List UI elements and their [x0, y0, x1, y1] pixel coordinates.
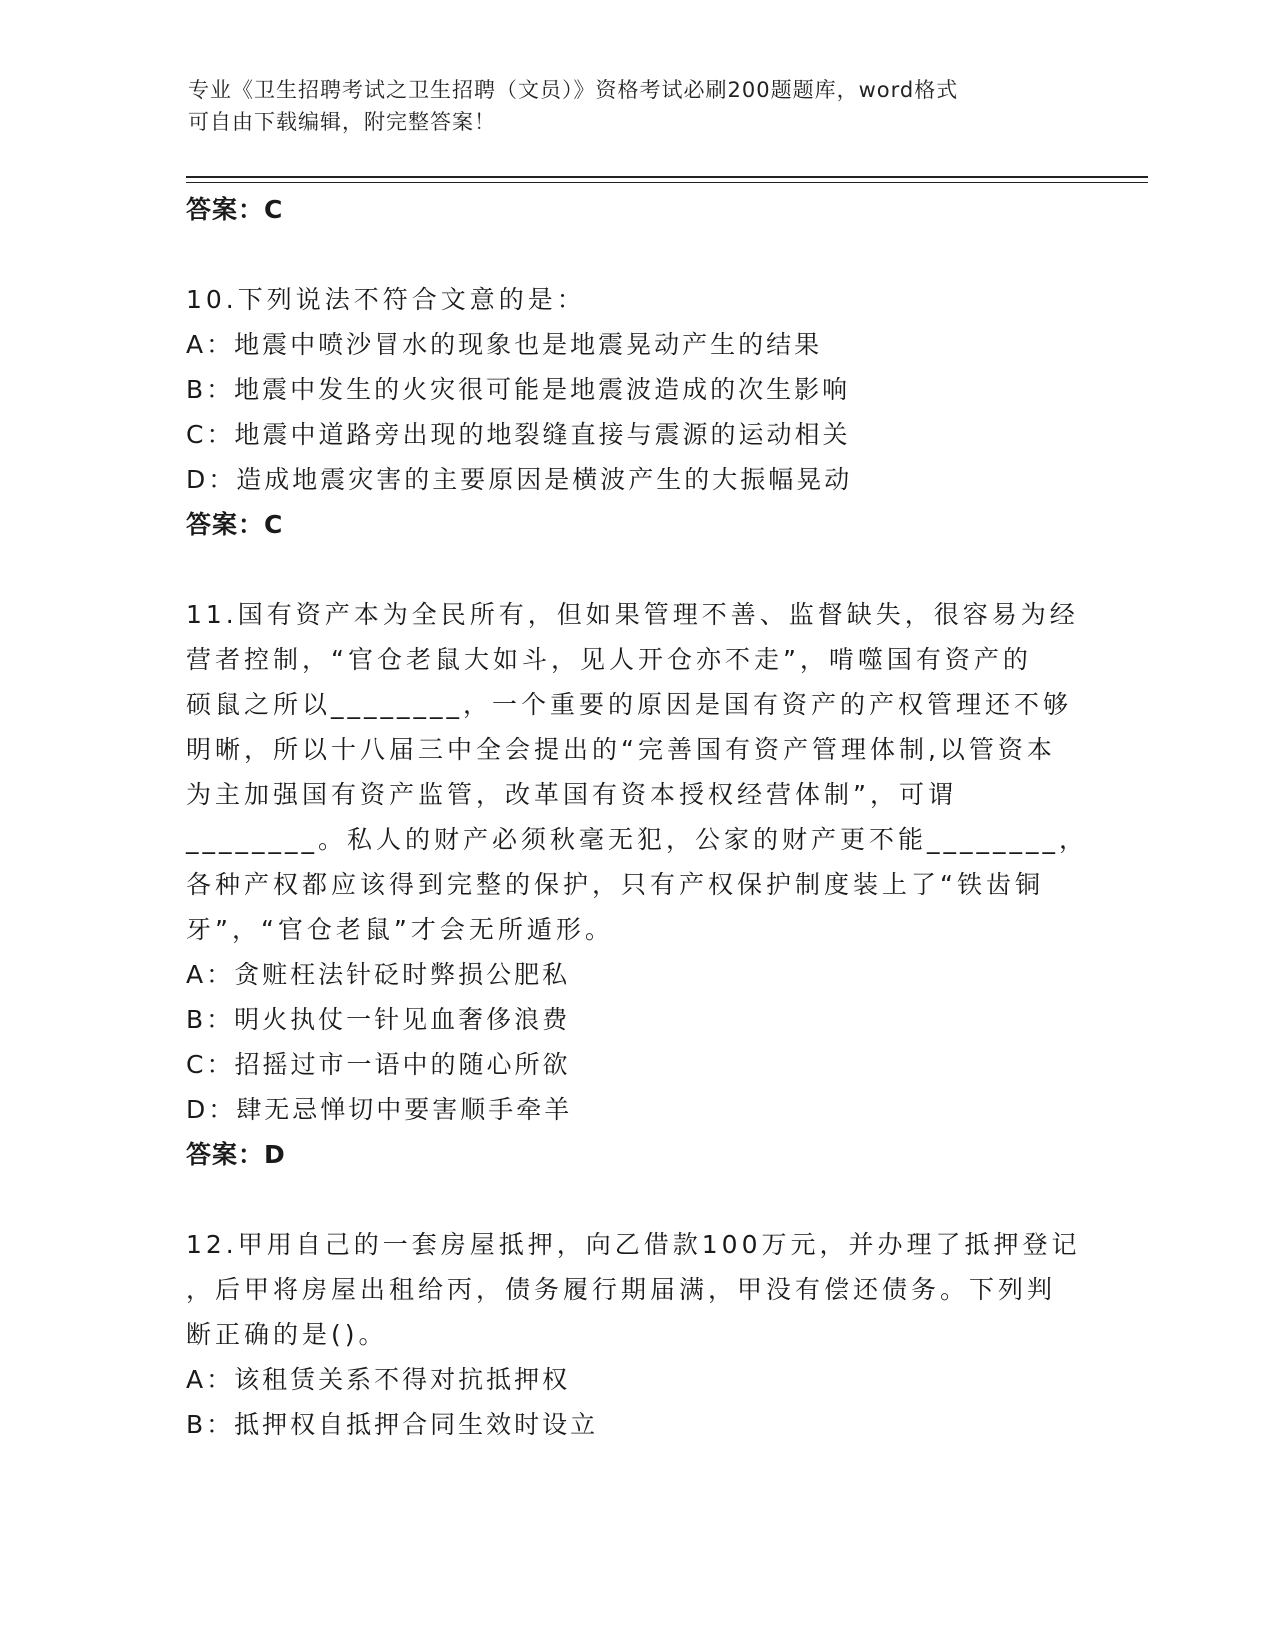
answer: 答案：C	[186, 510, 284, 539]
option-a: A：该租赁关系不得对抗抵押权	[186, 1365, 571, 1394]
question-stem-line: 各种产权都应该得到完整的保护，只有产权保护制度装上了“铁齿铜	[186, 870, 1044, 899]
option-a: A：贪赃枉法针砭时弊损公肥私	[186, 960, 571, 989]
question-stem-line: ________。私人的财产必须秋毫无犯，公家的财产更不能________，	[186, 825, 1089, 854]
question-stem-line: 牙”，“官仓老鼠”才会无所遁形。	[186, 915, 614, 944]
question-stem-line: 11.国有资产本为全民所有，但如果管理不善、监督缺失，很容易为经	[186, 600, 1079, 629]
option-d: D：肆无忌惮切中要害顺手牵羊	[186, 1095, 573, 1124]
spacer	[186, 1177, 1086, 1222]
question-stem-line: 断正确的是()。	[186, 1320, 388, 1349]
header-line-2: 可自由下载编辑，附完整答案！	[188, 110, 496, 134]
question-content	[186, 187, 1089, 1447]
question-10	[186, 277, 1086, 547]
header-divider-thin	[186, 182, 1148, 183]
option-d: D：造成地震灾害的主要原因是横波产生的大振幅晃动	[186, 465, 853, 494]
option-c: C：地震中道路旁出现的地裂缝直接与震源的运动相关	[186, 420, 851, 449]
question-12	[186, 1222, 1086, 1447]
header-divider-thick	[186, 176, 1148, 178]
option-b: B：明火执仗一针见血奢侈浪费	[186, 1005, 571, 1034]
document-header	[188, 74, 1068, 138]
question-stem-line: 为主加强国有资产监管，改革国有资本授权经营体制”，可谓	[186, 780, 957, 809]
spacer	[186, 547, 1086, 592]
question-11	[186, 592, 1089, 1177]
question-stem-line: 12.甲用自己的一套房屋抵押，向乙借款100万元，并办理了抵押登记	[186, 1230, 1081, 1259]
header-line-1: 专业《卫生招聘考试之卫生招聘（文员）》资格考试必刷200题题库，word格式	[188, 78, 959, 102]
option-b: B：抵押权自抵押合同生效时设立	[186, 1410, 599, 1439]
option-b: B：地震中发生的火灾很可能是地震波造成的次生影响	[186, 375, 851, 404]
spacer	[186, 232, 1086, 277]
question-stem-line: 营者控制，“官仓老鼠大如斗，见人开仓亦不走”，啃噬国有资产的	[186, 645, 1032, 674]
question-stem-line: 明晰，所以十八届三中全会提出的“完善国有资产管理体制,以管资本	[186, 735, 1056, 764]
option-a: A：地震中喷沙冒水的现象也是地震晃动产生的结果	[186, 330, 823, 359]
question-stem-line: ，后甲将房屋出租给丙，债务履行期届满，甲没有偿还债务。下列判	[186, 1275, 1057, 1304]
previous-answer: 答案：C	[186, 195, 284, 224]
question-stem-line: 硕鼠之所以________，一个重要的原因是国有资产的产权管理还不够	[186, 690, 1073, 719]
answer: 答案：D	[186, 1140, 286, 1169]
option-c: C：招摇过市一语中的随心所欲	[186, 1050, 571, 1079]
question-stem: 10.下列说法不符合文意的是：	[186, 285, 586, 314]
